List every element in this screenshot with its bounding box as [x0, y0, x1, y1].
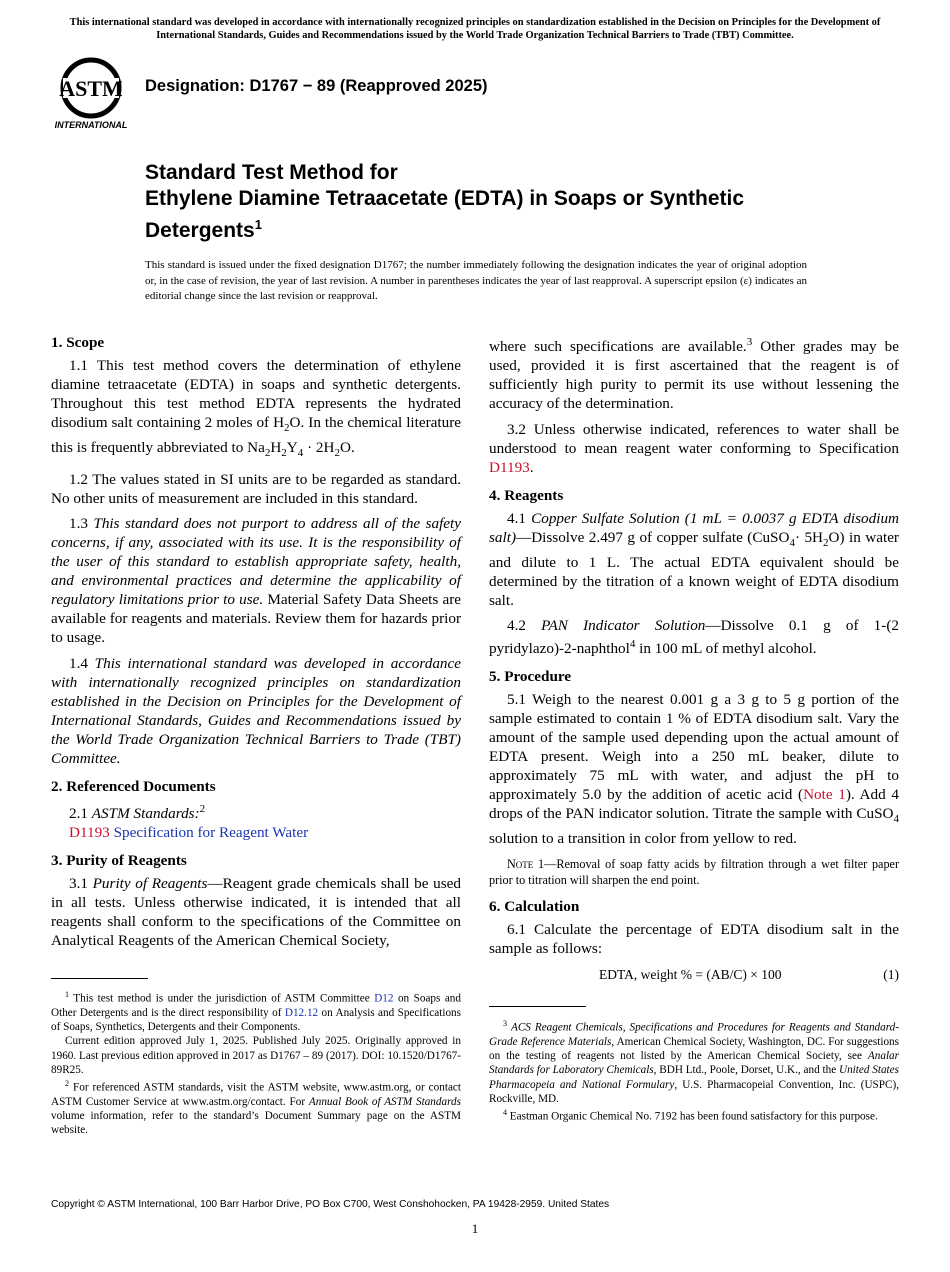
footnotes-right [489, 1017, 899, 1124]
section-heading-purity: 3. Purity of Reagents [51, 851, 187, 869]
section-heading-referenced-documents: 2. Referenced Documents [51, 777, 216, 795]
logo-wordmark: INTERNATIONAL [54, 120, 128, 130]
paragraph-2-1: 2.1 ASTM Standards:$^2$ [69, 802, 206, 822]
title-footnote-ref: 1 [254, 217, 262, 232]
footnotes-left [51, 988, 461, 1138]
title-line-2: Ethylene Diamine Tetraacetate (EDTA) in Soaps or Synthetic Detergents$^1$ [145, 187, 745, 242]
equation-number: (1) [883, 966, 899, 982]
paragraph-1-3: 1.3 This standard does not purport to address all of the safety concerns, if any, associated with its use. It is the responsibility of the user of this standard to establish appropriate safety, health, and environmental practices and determine the applicability of regulatory limitations prior to use. Material Safety Data Sheets are available for reagents and materials. Review them for hazards prior to usage. [51, 515, 462, 647]
svg-text:ASTM: ASTM [59, 76, 123, 101]
title-line-1: Standard Test Method for [145, 161, 398, 184]
issue-note: This standard is issued under the fixed designation D1767; the number immediately following the designation indicates the year of original adoption or, in the case of revision, the year of last revision. A number in parentheses indicates the year of last reapproval. A superscript epsilon (ε) indicates an editorial change since the last revision or reapproval. [145, 259, 807, 302]
document-code-link[interactable]: D1193 [69, 823, 110, 841]
paragraph-4-1: 4.1 Copper Sulfate Solution (1 mL = 0.0037 g EDTA disodium salt)—Dissolve 2.497 g of copper sulfate (CuSO$_4$· $5H_2O$) in water and dilute to 1 L. The actual EDTA equivalent should be determined by the titration of a known weight of EDTA disodium salt. [489, 509, 900, 609]
right-column [489, 333, 899, 985]
d12-12-link[interactable]: D12.12 [284, 1006, 319, 1019]
section-heading-reagents: 4. Reagents [489, 486, 564, 504]
paragraph-3-1: 3.1 Purity of Reagents—Reagent grade chemicals shall be used in all tests. Unless otherwise indicated, it is intended that all reagents shall conform to the specifications of the Committee on Analytical Reagents of the American Chemical Society, [51, 874, 462, 949]
section-heading-scope: 1. Scope [51, 334, 105, 351]
equation-body: EDTA, weight % = (AB/C) × 100 [599, 966, 782, 982]
section-heading-calculation: 6. Calculation [489, 898, 580, 916]
footnote-2: $^2$ For referenced ASTM standards, visit the ASTM website, www.astm.org, or contact ASTM Customer Service at www.astm.org/contact. For Annual Book of ASTM Standards volume information, refer to the standard’s Document Summary page on the ASTM website. [51, 1078, 461, 1137]
paragraph-6-1: 6.1 Calculate the percentage of EDTA disodium salt in the sample as follows: [489, 921, 899, 958]
copyright-notice: Copyright © ASTM International, 100 Barr Harbor Drive, PO Box C700, West Conshohocken, PA 19428-2959. United States [51, 1199, 610, 1210]
top-notice: This international standard was developed in accordance with internationally recognized principles on standardization established in the Decision on Principles for the Development of International Standards, Guides and Recommendations issued by the World Trade Organization Technical Barriers to Trade (TBT) Committee. [69, 17, 881, 41]
d12-link[interactable]: D12 [374, 992, 394, 1005]
footnote-rule-left [51, 978, 148, 979]
footnote-4: $^4$ Eastman Organic Chemical No. 7192 has been found satisfactory for this purpose. [503, 1107, 878, 1123]
paragraph-5-1: 5.1 Weigh to the nearest 0.001 g a 3 g to 5 g portion of the sample estimated to contain 1 % of EDTA disodium salt. Vary the amount of the sample used depending upon the actual amount of EDTA present. Weigh into a 250 mL beaker, dilute to approximately 75 mL with water, and adjust the pH to approximately 5.0 by the addition of acetic acid (Note 1). Add 4 drops of the PAN indicator solution. Titrate the sample with CuSO$_4$ solution to a transition in color from yellow to red. [489, 691, 899, 848]
paragraph-3-1-continued: where such specifications are available.$^3$ Other grades may be used, provided it is first ascertained that the reagent is of sufficiently high purity to permit its use without lessening the accuracy of the determination. [489, 336, 900, 413]
page-number: 1 [471, 1221, 479, 1236]
document-title-link[interactable]: Specification for Reagent Water [113, 823, 309, 841]
footnote-1-edition: Current edition approved July 1, 2025. Published July 2025. Originally approved in 1960. Last previous edition approved in 2017 as D1767 – 89 (2017). DOI: 10.1520/D1767-89R25. [51, 1035, 461, 1076]
paragraph-1-1: 1.1 This test method covers the determination of ethylene diamine tetraacetate (EDTA) in soaps and synthetic detergents. Throughout this test method EDTA represents the hydrated disodium salt containing 2 moles of $H_2O$. In the chemical literature this is frequently abbreviated to $Na_2H_2Y_4 \cdot 2H_2O$. [51, 357, 462, 460]
paragraph-4-2: 4.2 PAN Indicator Solution—Dissolve 0.1 g of 1-(2 pyridylazo)-2-naphthol$^4$ in 100 mL of methyl alcohol. [489, 617, 899, 658]
left-column [51, 333, 461, 956]
d1193-link[interactable]: D1193 [489, 458, 530, 476]
document-title [145, 160, 865, 244]
referenced-document-link[interactable] [51, 823, 461, 842]
note-1-link[interactable]: Note 1 [803, 786, 846, 804]
paragraph-3-2: 3.2 Unless otherwise indicated, references to water shall be understood to mean reagent water conforming to Specification D1193. [489, 420, 899, 476]
note-1: Note 1—Removal of soap fatty acids by filtration through a wet filter paper prior to titration will sharpen the end point. [489, 857, 900, 888]
astm-logo-icon [53, 56, 135, 132]
footnote-1: $^1$ This test method is under the jurisdiction of ASTM Committee D12 on Soaps and Other Detergents and is the direct responsibility of D12.12 on Analysis and Specifications of Soaps, Synthetics, Detergents and their Components. [51, 990, 461, 1034]
astm-logo [53, 56, 135, 132]
section-heading-procedure: 5. Procedure [489, 668, 572, 686]
paragraph-1-2: 1.2 The values stated in SI units are to be regarded as standard. No other units of measurement are included in this standard. [51, 470, 461, 507]
equation-1 [489, 965, 899, 985]
designation: Designation: D1767 − 89 (Reapproved 2025) [145, 77, 488, 95]
footnote-rule-right [489, 1006, 586, 1007]
footnote-3: $^3$ ACS Reagent Chemicals, Specifications and Procedures for Reagents and Standard-Grade Reference Materials, American Chemical Society, Washington, DC. For suggestions on the testing of reagents not listed by the American Chemical Society, see Analar Standards for Laboratory Chemicals, BDH Ltd., Poole, Dorset, U.K., and the United States Pharmacopeia and National Formulary, U.S. Pharmacopeial Convention, Inc. (USPC), Rockville, MD. [489, 1019, 899, 1105]
paragraph-1-4: 1.4 This international standard was developed in accordance with internationally recognized principles on standardization established in the Decision on Principles for the Development of International Standards, Guides and Recommendations issued by the World Trade Organization Technical Barriers to Trade (TBT) Committee. [51, 654, 461, 767]
